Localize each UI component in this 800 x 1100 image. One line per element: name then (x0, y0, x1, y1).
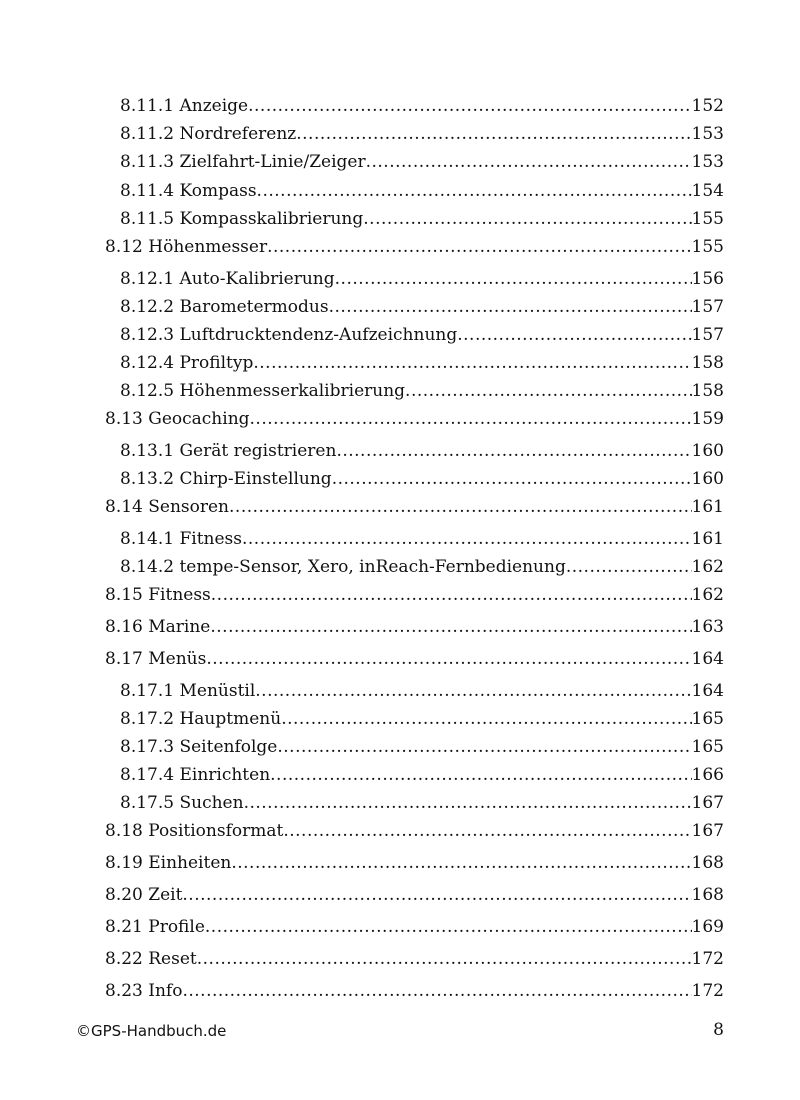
toc-dot-leader (405, 380, 692, 402)
toc-dot-leader (248, 95, 691, 117)
toc-entry-page: 156 (691, 269, 724, 289)
toc-entry-page: 165 (691, 709, 724, 729)
toc-dot-leader (257, 180, 692, 202)
toc-entry-title: 8.14 Sensoren (105, 497, 230, 517)
toc-entry-page: 172 (691, 981, 724, 1001)
toc-entry (120, 468, 724, 490)
toc-entry (120, 296, 724, 318)
toc-entry-title: 8.12.2 Barometermodus (120, 297, 329, 317)
toc-dot-leader (335, 268, 692, 290)
toc-entry (105, 884, 724, 906)
toc-entry-page: 161 (691, 497, 724, 517)
toc-entry-page: 165 (691, 737, 724, 757)
toc-dot-leader (205, 916, 692, 938)
toc-dot-leader (242, 528, 692, 550)
toc-entry-title: 8.14.1 Fitness (120, 529, 242, 549)
toc-entry-title: 8.17.3 Seitenfolge (120, 737, 278, 757)
toc-entry (120, 123, 724, 145)
toc-entry-title: 8.17.5 Suchen (120, 793, 244, 813)
toc-entry-page: 157 (691, 297, 724, 317)
toc-entry-title: 8.17.1 Menüstil (120, 681, 256, 701)
toc-entry-page: 161 (691, 529, 724, 549)
toc-entry (120, 556, 724, 578)
footer-copyright: ©GPS-Handbuch.de (76, 1022, 227, 1040)
toc-dot-leader (182, 980, 691, 1002)
toc-entry (120, 680, 724, 702)
toc-entry (105, 584, 724, 606)
toc-entry (120, 95, 724, 117)
toc-entry (105, 852, 724, 874)
toc-entry-title: 8.11.5 Kompasskalibrierung (120, 209, 364, 229)
toc-dot-leader (366, 151, 692, 173)
toc-entry-page: 167 (691, 793, 724, 813)
toc-entry-page: 155 (691, 209, 724, 229)
toc-entry-title: 8.21 Profile (105, 917, 205, 937)
toc-entry (120, 736, 724, 758)
toc-dot-leader (332, 468, 692, 490)
toc-entry-page: 157 (691, 325, 724, 345)
toc-dot-leader (296, 123, 691, 145)
toc-entry-page: 167 (691, 821, 724, 841)
toc-entry-page: 166 (691, 765, 724, 785)
toc-entry-title: 8.13.2 Chirp-Einstellung (120, 469, 332, 489)
toc-entry (120, 324, 724, 346)
toc-entry-page: 164 (691, 681, 724, 701)
toc-entry-page: 152 (691, 96, 724, 116)
toc-entry-title: 8.12.4 Profiltyp (120, 353, 254, 373)
toc-dot-leader (283, 820, 691, 842)
toc-entry-title: 8.11.3 Zielfahrt-Linie/Zeiger (120, 152, 366, 172)
toc-entry-title: 8.23 Info (105, 981, 183, 1001)
toc-entry-page: 155 (691, 237, 724, 257)
toc-entry (120, 764, 724, 786)
toc-dot-leader (210, 616, 691, 638)
toc-entry-page: 160 (691, 469, 724, 489)
toc-entry-page: 153 (691, 152, 724, 172)
toc-entry-page: 163 (691, 617, 724, 637)
toc-entry-page: 162 (691, 585, 724, 605)
toc-entry (105, 820, 724, 842)
toc-entry-title: 8.12 Höhenmesser (105, 237, 268, 257)
toc-entry-title: 8.11.4 Kompass (120, 181, 257, 201)
toc-entry-title: 8.16 Marine (105, 617, 211, 637)
toc-entry-title: 8.17.2 Hauptmenü (120, 709, 282, 729)
toc-dot-leader (197, 948, 692, 970)
toc-dot-leader (336, 440, 691, 462)
toc-entry-page: 169 (691, 917, 724, 937)
toc-entry (105, 648, 724, 670)
toc-dot-leader (250, 408, 692, 430)
toc-entry (120, 792, 724, 814)
toc-entry-page: 168 (691, 885, 724, 905)
toc-entry-title: 8.17.4 Einrichten (120, 765, 271, 785)
toc-entry (120, 151, 724, 173)
toc-entry (105, 948, 724, 970)
toc-entry-title: 8.19 Einheiten (105, 853, 232, 873)
toc-dot-leader (457, 324, 691, 346)
toc-entry-title: 8.18 Positionsformat (105, 821, 284, 841)
toc-entry-page: 154 (691, 181, 724, 201)
toc-entry-page: 158 (691, 381, 724, 401)
toc-entry-title: 8.12.5 Höhenmesserkalibrierung (120, 381, 406, 401)
toc-dot-leader (244, 792, 692, 814)
toc-entry (120, 180, 724, 202)
toc-dot-leader (229, 496, 692, 518)
toc-dot-leader (281, 708, 691, 730)
toc-entry (120, 708, 724, 730)
toc-entry-title: 8.13.1 Gerät registrieren (120, 441, 337, 461)
toc-entry-page: 172 (691, 949, 724, 969)
toc-entry-title: 8.20 Zeit (105, 885, 183, 905)
toc-entry (120, 268, 724, 290)
toc-entry (105, 980, 724, 1002)
toc-entry-title: 8.12.1 Auto-Kalibrierung (120, 269, 335, 289)
toc-entry-page: 158 (691, 353, 724, 373)
toc-dot-leader (231, 852, 691, 874)
toc-entry-page: 168 (691, 853, 724, 873)
toc-entry (120, 352, 724, 374)
toc-entry (120, 440, 724, 462)
toc-entry (120, 380, 724, 402)
toc-dot-leader (329, 296, 692, 318)
toc-entry-title: 8.12.3 Luftdrucktendenz-Aufzeichnung (120, 325, 458, 345)
toc-entry-page: 160 (691, 441, 724, 461)
toc-entry (105, 236, 724, 258)
toc-entry-page: 159 (691, 409, 724, 429)
footer-page-number: 8 (713, 1020, 724, 1040)
toc-dot-leader (253, 352, 691, 374)
toc-entry-page: 162 (691, 557, 724, 577)
toc-entry-title: 8.22 Reset (105, 949, 197, 969)
toc-entry (120, 208, 724, 230)
toc-dot-leader (211, 584, 692, 606)
toc-dot-leader (255, 680, 691, 702)
toc-dot-leader (277, 736, 691, 758)
toc-entry-page: 164 (691, 649, 724, 669)
toc-entry-title: 8.11.2 Nordreferenz (120, 124, 297, 144)
toc-entry (105, 616, 724, 638)
toc-dot-leader (363, 208, 691, 230)
toc-entry-title: 8.11.1 Anzeige (120, 96, 249, 116)
toc-entry (120, 528, 724, 550)
toc-entry-title: 8.14.2 tempe-Sensor, Xero, inReach-Fernbedienung (120, 557, 566, 577)
toc-entry-title: 8.17 Menüs (105, 649, 207, 669)
toc-entry-title: 8.15 Fitness (105, 585, 211, 605)
toc-entry (105, 916, 724, 938)
toc-dot-leader (267, 236, 691, 258)
toc-dot-leader (270, 764, 691, 786)
toc-entry-title: 8.13 Geocaching (105, 409, 250, 429)
toc-dot-leader (182, 884, 691, 906)
toc-entry (105, 496, 724, 518)
toc-dot-leader (206, 648, 691, 670)
toc-entry (105, 408, 724, 430)
toc-dot-leader (566, 556, 692, 578)
toc-entry-page: 153 (691, 124, 724, 144)
